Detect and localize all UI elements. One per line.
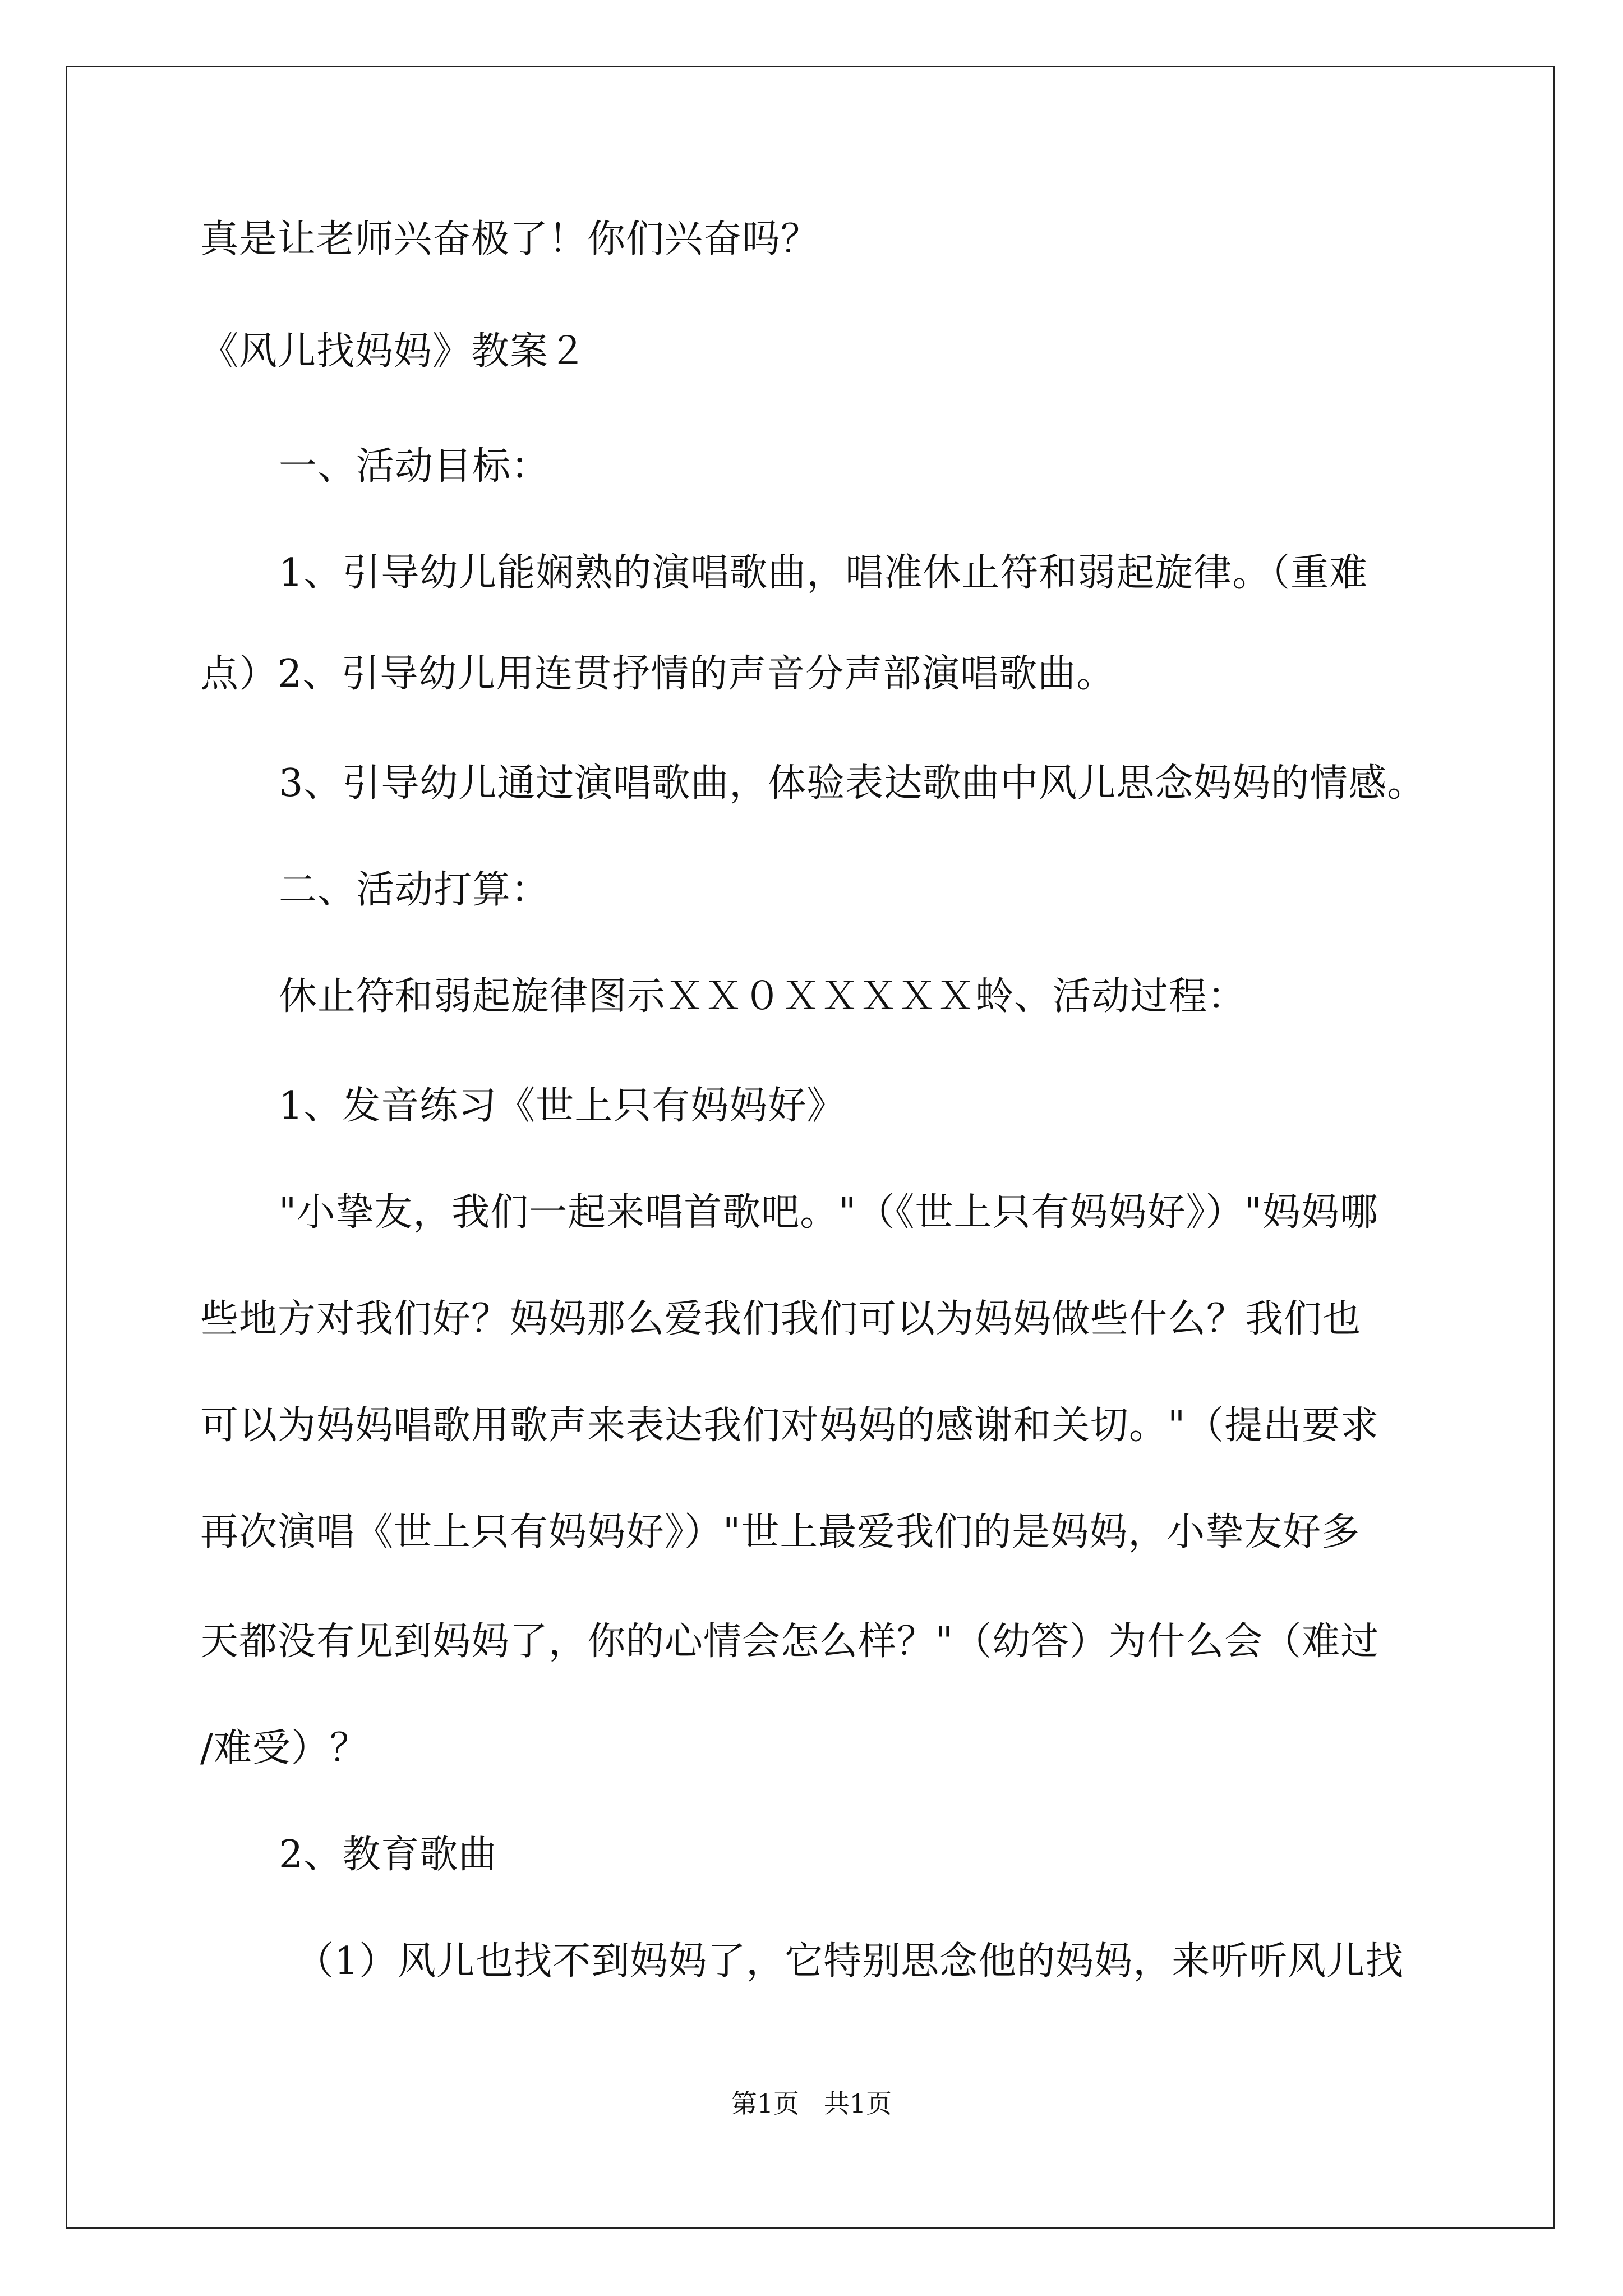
page-number-footer: 第1页 共1页	[731, 2088, 892, 2119]
goal-1-line-1: 1、引导幼儿能娴熟的演唱歌曲，唱准休止符和弱起旋律。（重难	[279, 551, 1368, 595]
paragraph-line-1: "小挚友，我们一起来唱首歌吧。"（《世上只有妈妈好》）"妈妈哪	[279, 1190, 1378, 1235]
paragraph-line-6: /难受）？	[200, 1726, 368, 1770]
paragraph-line-3: 可以为妈妈唱歌用歌声来表达我们对妈妈的感谢和关切。"（提出要求	[200, 1404, 1380, 1448]
step-1-title: 1、发音练习《世上只有妈妈好》	[279, 1084, 846, 1128]
heading-activity-prep: 二、活动打算：	[279, 868, 550, 912]
goal-3: 3、引导幼儿通过演唱歌曲，体验表达歌曲中风儿思念妈妈的情感。	[279, 761, 1426, 806]
heading-activity-goals: 一、活动目标：	[279, 444, 550, 489]
page-border	[66, 66, 1555, 2229]
paragraph-line-5: 天都没有见到妈妈了，你的心情会怎么样？"（幼答）为什么会（难过	[200, 1619, 1380, 1664]
paragraph-line-2: 些地方对我们好？妈妈那么爱我们我们可以为妈妈做些什么？我们也	[200, 1297, 1362, 1341]
prep-line: 休止符和弱起旋律图示ＸＸ０ＸＸＸＸＸ蛉、活动过程：	[279, 974, 1247, 1019]
step-2-item-1: （1）风儿也找不到妈妈了，它特别思念他的妈妈，来听听风儿找	[296, 1939, 1404, 1984]
step-2-title: 2、教育歌曲	[279, 1833, 497, 1877]
paragraph-line-4: 再次演唱《世上只有妈妈好》）"世上最爱我们的是妈妈，小挚友好多	[200, 1510, 1361, 1554]
doc-section-title: 《风儿找妈妈》教案２	[200, 329, 588, 374]
goal-1-line-2: 点）2、引导幼儿用连贯抒情的声音分声部演唱歌曲。	[200, 652, 1115, 696]
text-line-1: 真是让老师兴奋极了！你们兴奋吗？	[200, 217, 820, 261]
